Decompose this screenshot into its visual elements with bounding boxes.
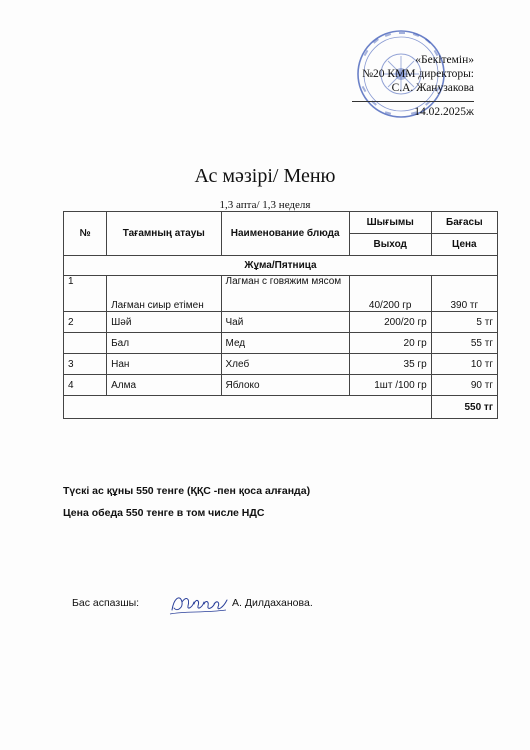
header-name-ru: Наименование блюда [221, 212, 349, 256]
row-name-kk: Бал [107, 333, 221, 354]
row-name-ru: Лагман с говяжим мясом [221, 276, 349, 312]
table-row [64, 276, 498, 312]
approval-director-name: С.А. Жанузакова [391, 82, 474, 94]
row-output: 20 гр [349, 333, 431, 354]
price-note-kk: Түскі ас құны 550 тенге (ҚҚС -пен қоса алғанда) [63, 485, 311, 497]
header-price-ru: Цена [431, 234, 497, 256]
header-output-ru: Выход [349, 234, 431, 256]
header-output-kk: Шығымы [349, 212, 431, 234]
header-num: № [64, 212, 107, 256]
approval-signature-line [352, 101, 474, 102]
row-num [64, 333, 107, 354]
approval-heading: «Бекітемін» [415, 54, 474, 66]
approval-date: 14.02.2025ж [414, 106, 474, 118]
header-name-kk: Тағамның атауы [107, 212, 221, 256]
row-price: 390 тг [431, 276, 497, 312]
row-name-ru: Мед [221, 333, 349, 354]
row-num: 3 [64, 354, 107, 375]
header-price-kk: Бағасы [431, 212, 497, 234]
row-name-kk: Шәй [107, 312, 221, 333]
handwritten-signature [168, 588, 230, 618]
row-num: 1 [64, 276, 107, 312]
menu-table [63, 211, 498, 419]
approval-block [362, 53, 474, 95]
row-price: 90 тг [431, 375, 497, 396]
row-name-ru: Яблоко [221, 375, 349, 396]
row-price: 55 тг [431, 333, 497, 354]
row-name-kk: Лағман сиыр етімен [107, 276, 221, 312]
table-day-row [64, 256, 498, 276]
row-price: 5 тг [431, 312, 497, 333]
approval-position: №20 КММ директоры: [362, 68, 474, 80]
row-output: 200/20 гр [349, 312, 431, 333]
chef-name: А. Дилдаханова. [232, 597, 313, 609]
total-price: 550 тг [431, 396, 497, 419]
table-header-row [64, 212, 498, 234]
row-output: 1шт /100 гр [349, 375, 431, 396]
row-name-ru: Хлеб [221, 354, 349, 375]
row-num: 2 [64, 312, 107, 333]
page-title: Ас мәзірі/ Меню [194, 165, 336, 187]
table-row [64, 354, 498, 375]
row-name-ru: Чай [221, 312, 349, 333]
day-label: Жұма/Пятница [64, 256, 498, 276]
row-output: 35 гр [349, 354, 431, 375]
table-total-row [64, 396, 498, 419]
row-price: 10 тг [431, 354, 497, 375]
page-subtitle: 1,3 апта/ 1,3 неделя [219, 199, 311, 211]
total-empty-cell [64, 396, 432, 419]
price-note-ru: Цена обеда 550 тенге в том числе НДС [63, 507, 265, 519]
table-row [64, 375, 498, 396]
table-row [64, 312, 498, 333]
row-name-kk: Алма [107, 375, 221, 396]
table-row [64, 333, 498, 354]
chef-label: Бас аспазшы: [72, 597, 140, 609]
row-name-kk: Нан [107, 354, 221, 375]
row-output: 40/200 гр [349, 276, 431, 312]
row-num: 4 [64, 375, 107, 396]
